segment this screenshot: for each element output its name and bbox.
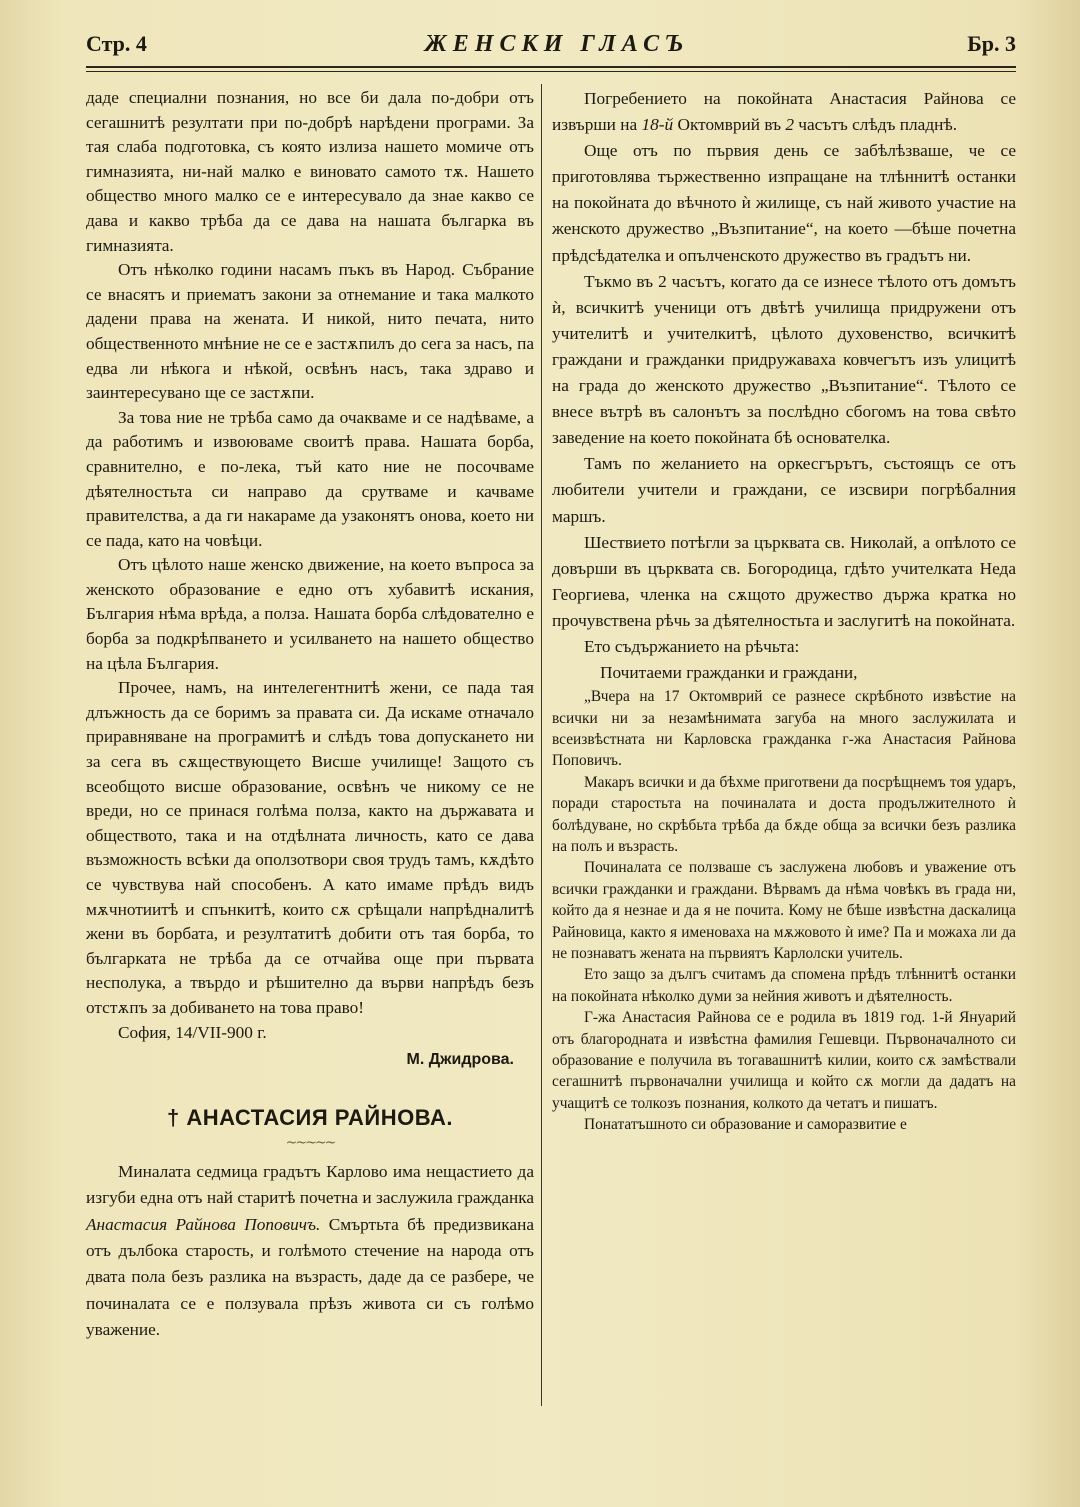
funeral-text: часътъ слѣдъ пладнѣ. [793,115,958,135]
funeral-text: Погребението на покойната Анастасия Райнова се извърши на [552,89,1016,135]
speech-greeting: Почитаеми гражданки и граждани, [600,663,858,683]
right-column [552,86,1016,1136]
column-divider [541,84,542,1406]
left-column [86,86,534,1343]
speech-paragraph: Макаръ всички и да бѣхме приготвени да посрѣщнемъ тоя ударъ, поради старостьта на починалата и доста продължителното ѝ болѣдуване, но скрѣбьта трѣба да бѫде обща за всички безъ разлика на полъ и възрасть. [552,773,1016,855]
funeral-date: 18-й [641,115,674,135]
issue-number: Бр. 3 [967,31,1016,56]
ornament-divider: ~~~~~ [285,1135,335,1152]
obituary-text: Миналата седмица градътъ Карлово има нещастието да изгуби една отъ най старитѣ почетна и заслужила гражданка [86,1162,534,1208]
speech-paragraph: Ето защо за дългъ считамъ да спомена прѣдъ тлѣннитѣ останки на покойната нѣколко думи за нейния животъ и дѣятелность. [552,966,1016,1005]
speech-paragraph: Починалата се ползваше съ заслужена любовъ и уважение отъ всички гражданки и граждани. Вѣрвамъ да нѣма човѣкъ въ града ни, който да я незнае и да я не почита. Кому не бѣше извѣстна даскалица Райновица, както я именоваха на мѫжовото ѝ име? Па и можаха ли да не познаватъ жената на първиятъ Карлолски учитель. [552,859,1016,963]
article-paragraph: Прочее, намъ, на интелегентнитѣ жени, се пада тая длъжность да се боримъ за правата си. Да искаме отначало приравняване на програмитѣ и слѣдъ това допускането ни за сега въ сѫществующето Висше училище! Защото съ всеобщото висше образование, освѣнъ че никому се не вреди, но се принася голѣма полза, както на държавата и обществото, така и на отдѣлната личность, като се дава възможность всѣки да оползотвори своя трудъ тамъ, кѫдѣто се чувствува най способенъ. А като имаме прѣдъ видъ мѫчнотиитѣ и спънкитѣ, които сѫ срѣщали напрѣдналитѣ жени въ борбата, и резултатитѣ добити отъ тая борба, то българката не трѣба да се отчайва още при първата несполука, а твърдо и рѣшително да върви напрѣдъ безъ отстѫпъ за добиването на това право! [86,678,534,1017]
funeral-text: Октомврий въ [673,115,786,135]
speech-paragraph: „Вчера на 17 Октомврий се разнесе скрѣбното извѣстие на всички ни за незамѣнимата загуба на много заслужилата и всеизвѣстната ни Карловска гражданка г-жа Анастасия Райнова Поповичъ. [552,688,1016,770]
page-number: Стр. 4 [86,31,147,56]
obituary-text: Смъртьта бѣ предизвикана отъ дълбока старость, и голѣмото стечение на народа отъ двата пола безъ разлика на възрасть, даде да се разбере, че починалата се е ползувала прѣзъ живота си съ голѣмо уважение. [86,1214,534,1339]
speech-intro: Ето съдържанието на рѣчьта: [584,636,800,656]
article-paragraph: Тамъ по желанието на оркесгърътъ, състоящъ се отъ любители учители и граждани, се изсвири погрѣбалния маршъ. [552,454,1016,526]
funeral-hour: 2 [785,115,794,135]
page-header [86,24,1016,64]
speech-paragraph: Понататъшното си образование и саморазвитие е [584,1116,907,1134]
article-paragraph: даде специални познания, но все би дала по-добри отъ сегашнитѣ резултати при по-добрѣ нарѣдени програми. За тая слаба подготовка, съ която излиза нашето момиче отъ гимназията, ни-най малко е виновато самото тѫ. Нашето общество много малко се е интересувало да знае какво се дава и какво трѣба да се дава на нашата българка въ гимназиятa. [86,88,534,255]
header-rule-thin [86,71,1016,72]
article-signature: М. Джидрова. [406,1051,514,1069]
article-paragraph: За това ние не трѣба само да очакваме и се надѣваме, а да работимъ и извоюваме своитѣ права. Нашата борба, сравнително, е по-лека, тъй като ние не посочваме дѣятелностьта си направо да срутваме и качваме правителства, а да ги накараме да узаконятъ онова, което ни се пада, като на човѣци. [86,407,534,550]
header-rule [86,66,1016,68]
funeral-paragraph [552,86,1016,138]
article-paragraph: Шествието потѣгли за църквата св. Николай, а опѣлото се довърши въ църквата св. Богородица, гдѣто учителката Неда Георгиева, членка на сѫщото дружество държа кратка но прочувствена рѣчь за дѣятелностьта и заслугитѣ на покойната. [552,532,1016,630]
speech-paragraph: Г-жа Анастасия Райнова се е родила въ 1819 год. 1-й Януарий отъ благородната и извѣстна фамилия Гешевци. Първоначалното си образование е получила въ тогавашнитѣ килии, които сѫ замѣствали сегашнитѣ първоначални училища и който сѫ могли да дадатъ на учащитѣ се толкозъ познания, колкото да четатъ и пишатъ. [552,1009,1016,1112]
article-paragraph: Отъ нѣколко години насамъ пъкъ въ Народ. Събрание се внасятъ и приематъ закони за отнемание и така малкото дадени права на жената. И никой, нито печата, нито общественното мнѣние не се е застѫпилъ до сега за насъ, па едва ли нѣкога и нѣкой, освѣнъ насъ, така здраво и заинтересувано ще се застѫпи. [86,260,534,403]
article-paragraph: Още отъ по първия день се забѣлѣзваше, че се приготовлява тържественно изпращане на тлѣннитѣ останки на покойната до вѣчното ѝ жилище, съ най живото участие на женското дружество „Възпитание“, на което —бѣше почетна прѣдсѣдателка и опълченското дружество въ градътъ ни. [552,141,1016,265]
article-dateline: София, 14/VII-900 г. [118,1022,267,1042]
obituary-paragraph [86,1159,534,1343]
deceased-name: Анастасия Райнова Поповичъ. [86,1214,321,1234]
obituary-title: † АНАСТАСИЯ РАЙНОВА. [166,1105,454,1131]
article-paragraph: Тъкмо въ 2 часътъ, когато да се изнесе тѣлото отъ домътъ ѝ, всичкитѣ ученици отъ двѣтѣ училища придружени отъ учителитѣ и учителкитѣ, цѣлото духовенство, всичкитѣ граждани и гражданки придружаваха ковчегътъ изъ улицитѣ на града до женското дружество „Възпитание“. Тѣлото се внесе вътрѣ въ салонътъ за послѣдно сбогомъ на това свѣто заведение на което покойната бѣ основателка. [552,271,1016,448]
newspaper-title: ЖЕНСКИ ГЛАСЪ [424,30,690,57]
article-paragraph: Отъ цѣлото наше женско движение, на което въпроса за женското образование е едно отъ хубавитѣ искания, България нѣма врѣда, а полза. Нашата борба слѣдователно е борба за подкрѣпването и усилването на нашето общество на цѣла България. [86,555,534,673]
